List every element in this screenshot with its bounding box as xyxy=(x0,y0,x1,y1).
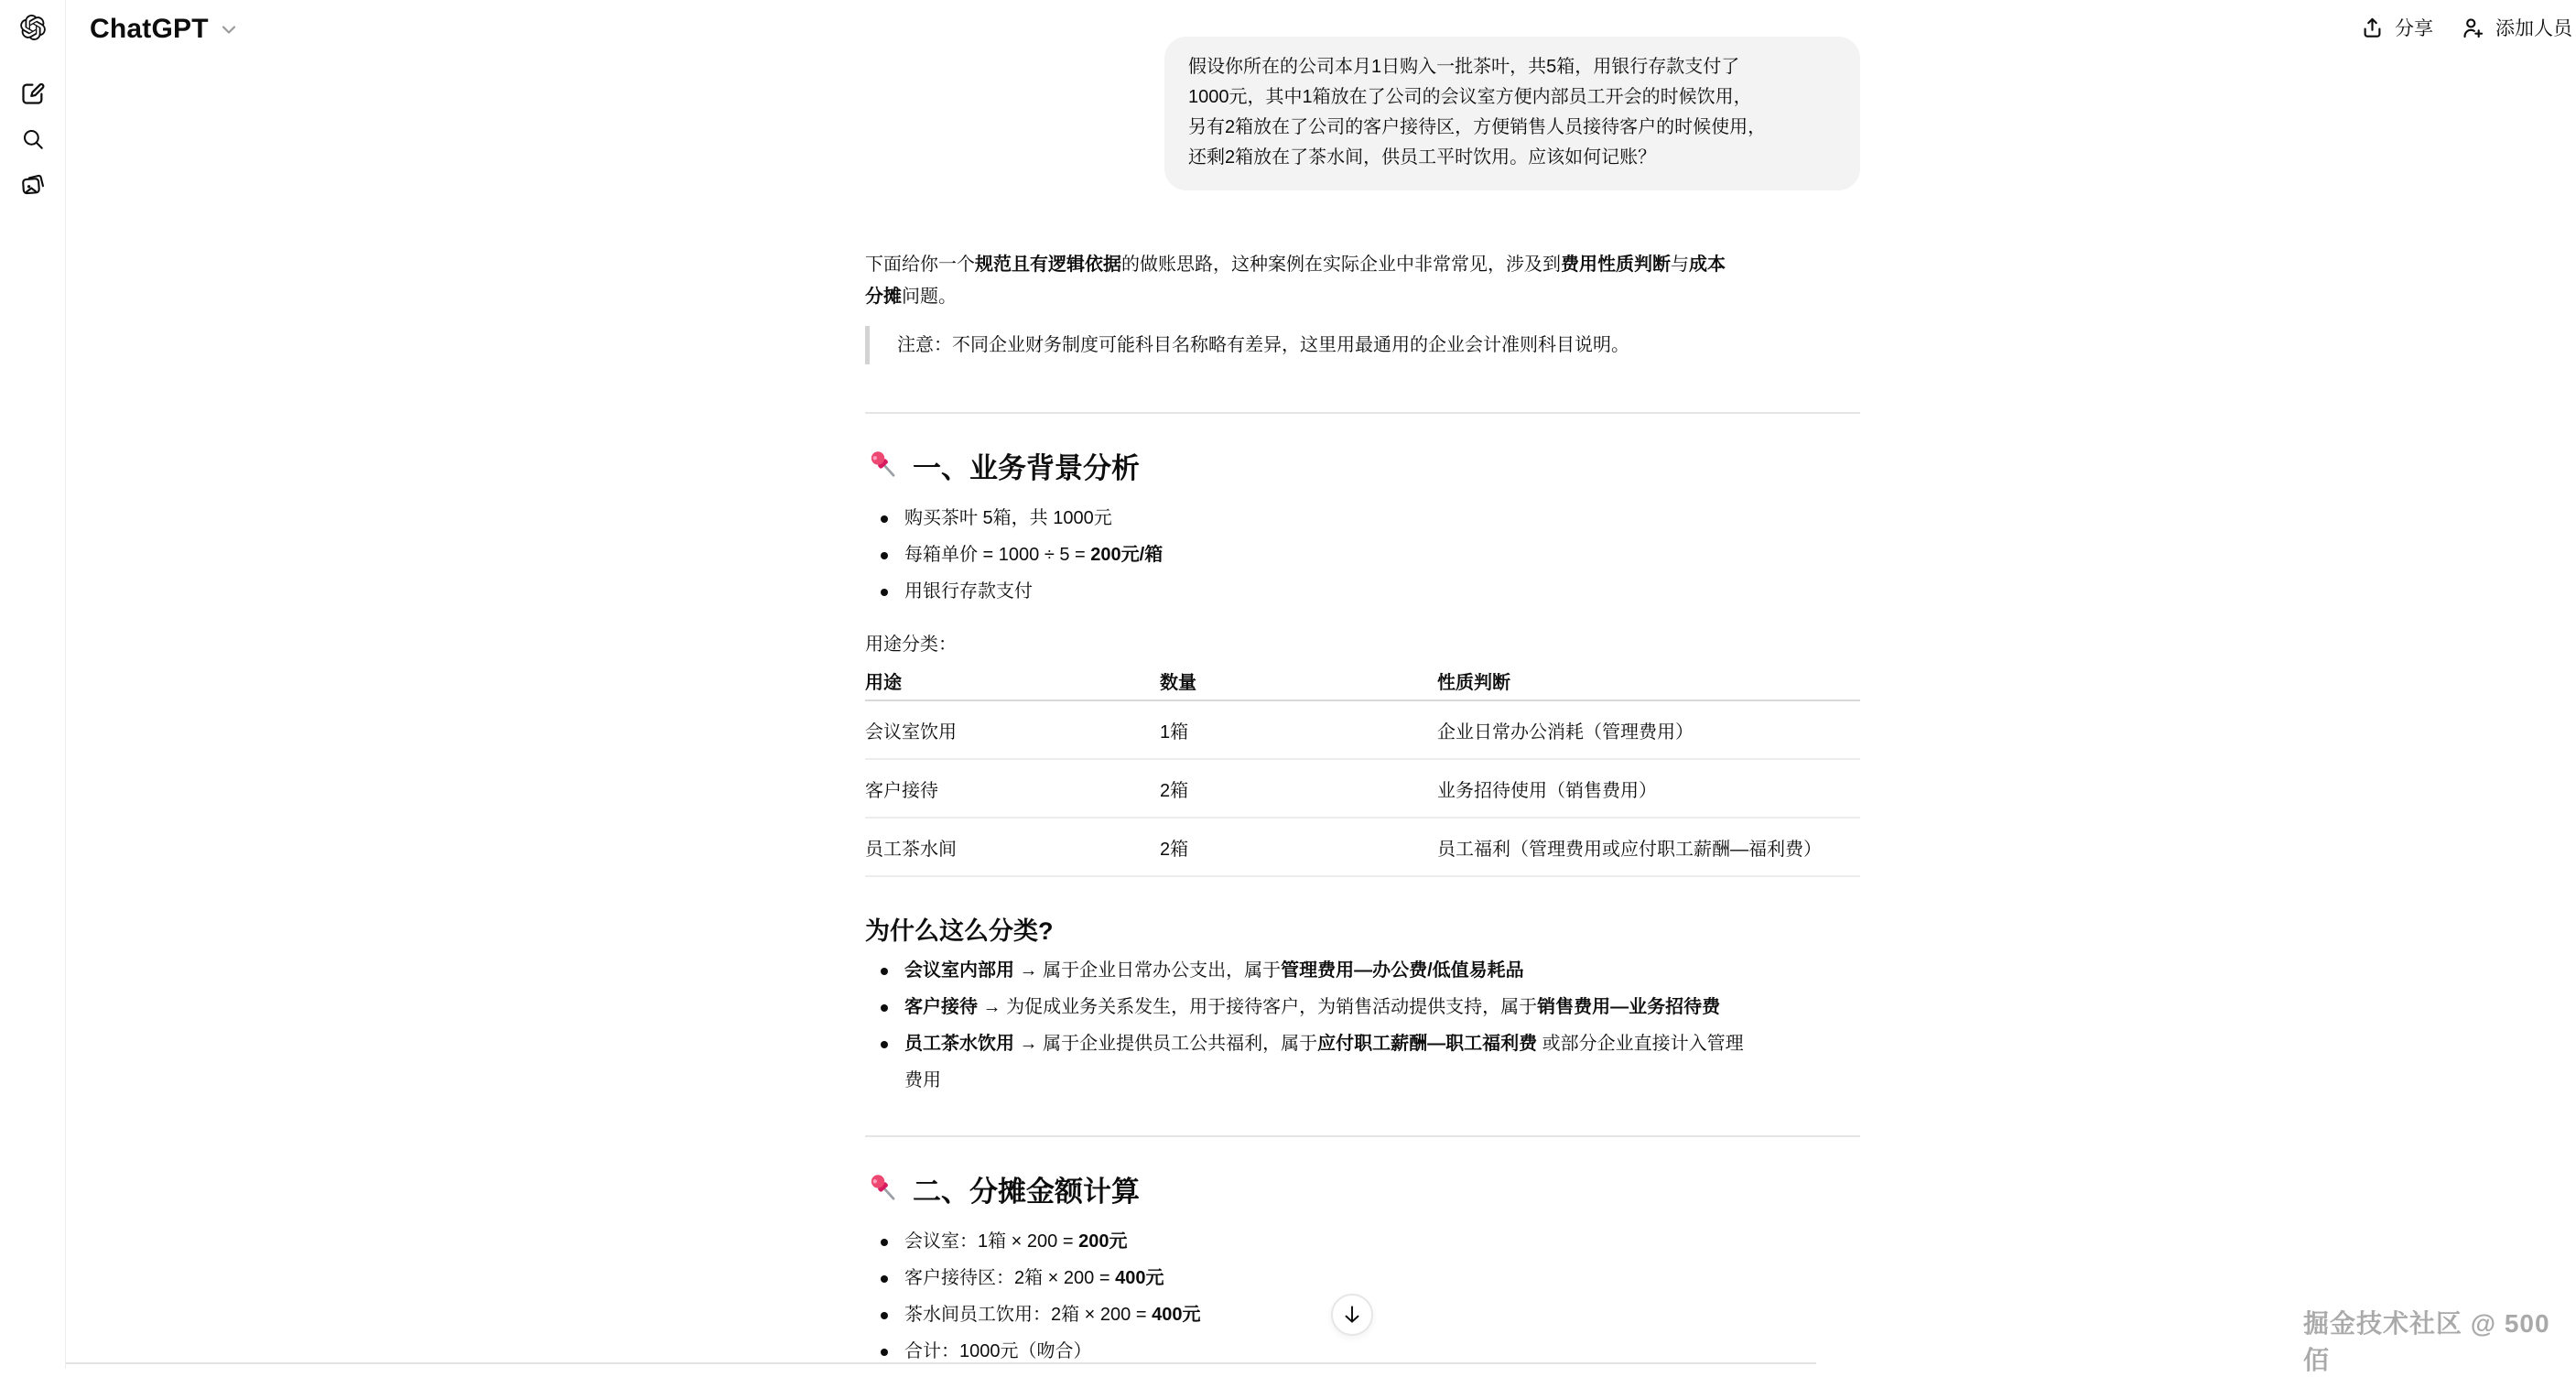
list-item: 员工茶水饮用 → 属于企业提供员工公共福利，属于应付职工薪酬—职工福利费 或部分企业直接计入管理 费用 xyxy=(865,1025,1860,1099)
search-icon[interactable] xyxy=(21,127,45,151)
table-row xyxy=(865,701,1860,760)
pushpin-icon xyxy=(865,448,900,482)
list-item: 客户接待区：2箱 × 200 = 400元 xyxy=(865,1260,1860,1296)
section2-title: 二、分摊金额计算 xyxy=(913,1175,1140,1208)
user-message-line: 1000元，其中1箱放在了公司的会议室方便内部员工开会的时候饮用， xyxy=(1188,87,1752,107)
table-row xyxy=(865,760,1860,819)
why-heading: 为什么这么分类? xyxy=(865,916,1054,945)
table-header-row xyxy=(865,661,1860,701)
usage-label: 用途分类： xyxy=(865,634,957,655)
add-people-label: 添加人员 xyxy=(2495,18,2572,39)
table-cell: 业务招待使用（销售费用） xyxy=(1437,780,1657,801)
model-switcher[interactable] xyxy=(90,11,240,48)
section-divider xyxy=(865,412,1860,414)
table-cell: 客户接待 xyxy=(865,780,938,801)
column-header: 性质判断 xyxy=(1437,672,1510,693)
section1-title: 一、业务背景分析 xyxy=(913,451,1140,484)
down-arrow-icon xyxy=(1340,1303,1364,1327)
upload-icon xyxy=(2360,16,2385,40)
person-add-icon xyxy=(2461,16,2485,40)
why-bullets xyxy=(865,952,1860,1099)
user-message-line: 另有2箱放在了公司的客户接待区，方便销售人员接待客户的时候使用， xyxy=(1188,117,1767,137)
note-blockquote: 注意：不同企业财务制度可能科目名称略有差异，这里用最通用的企业会计准则科目说明。 xyxy=(865,326,1860,364)
list-item: 用银行存款支付 xyxy=(865,573,1860,610)
section1-heading xyxy=(865,445,1140,485)
table-cell: 1箱 xyxy=(1160,721,1189,743)
table-cell: 2箱 xyxy=(1160,839,1189,860)
column-header: 用途 xyxy=(865,672,902,693)
add-people-button[interactable] xyxy=(2461,11,2572,44)
user-message-line: 假设你所在的公司本月1日购入一批茶叶，共5箱，用银行存款支付了 xyxy=(1188,57,1740,77)
list-item: 会议室内部用 → 属于企业日常办公支出，属于管理费用—办公费/低值易耗品 xyxy=(865,952,1860,989)
share-label: 分享 xyxy=(2395,18,2433,39)
section-divider xyxy=(865,1135,1860,1137)
list-item: 会议室：1箱 × 200 = 200元 xyxy=(865,1223,1860,1260)
scroll-down-button[interactable] xyxy=(1331,1294,1373,1336)
sidebar xyxy=(0,0,66,1369)
usage-table xyxy=(865,661,1860,877)
table-cell: 员工茶水间 xyxy=(865,839,957,860)
conversation-column xyxy=(865,0,1860,1369)
list-item: 客户接待 → 为促成业务关系发生，用于接待客户，为销售活动提供支持，属于销售费用—业务招待费 xyxy=(865,989,1860,1025)
table-cell: 员工福利（管理费用或应付职工薪酬—福利费） xyxy=(1437,839,1822,860)
table-cell: 会议室饮用 xyxy=(865,721,957,743)
pushpin-icon xyxy=(865,1171,900,1206)
section2-heading xyxy=(865,1168,1140,1209)
table-row xyxy=(865,819,1860,877)
background-bullets xyxy=(865,500,1860,610)
list-item: 茶水间员工饮用：2箱 × 200 = 400元 xyxy=(865,1296,1860,1333)
openai-logo-icon[interactable] xyxy=(20,15,46,40)
user-message-line: 还剩2箱放在了茶水间，供员工平时饮用。应该如何记账？ xyxy=(1188,147,1657,168)
watermark: 掘金技术社区 @ 500佰 xyxy=(2303,1309,2550,1374)
list-item: 每箱单价 = 1000 ÷ 5 = 200元/箱 xyxy=(865,537,1860,573)
composer-top-edge xyxy=(66,1362,1816,1364)
library-icon[interactable] xyxy=(20,172,46,198)
new-chat-icon[interactable] xyxy=(20,81,46,106)
list-item: 合计：1000元（吻合） xyxy=(865,1333,1860,1370)
page-title: ChatGPT xyxy=(90,14,209,44)
column-header: 数量 xyxy=(1160,672,1196,693)
chevron-down-icon xyxy=(218,18,240,40)
table-cell: 企业日常办公消耗（管理费用） xyxy=(1437,721,1694,743)
user-message-bubble xyxy=(1164,37,1860,190)
table-cell: 2箱 xyxy=(1160,780,1189,801)
share-button[interactable] xyxy=(2360,11,2433,44)
intro-paragraph: 下面给你一个规范且有逻辑依据的做账思路，这种案例在实际企业中非常常见，涉及到费用性质判断与成本 分摊问题。 xyxy=(865,255,1726,307)
list-item: 购买茶叶 5箱，共 1000元 xyxy=(865,500,1860,537)
